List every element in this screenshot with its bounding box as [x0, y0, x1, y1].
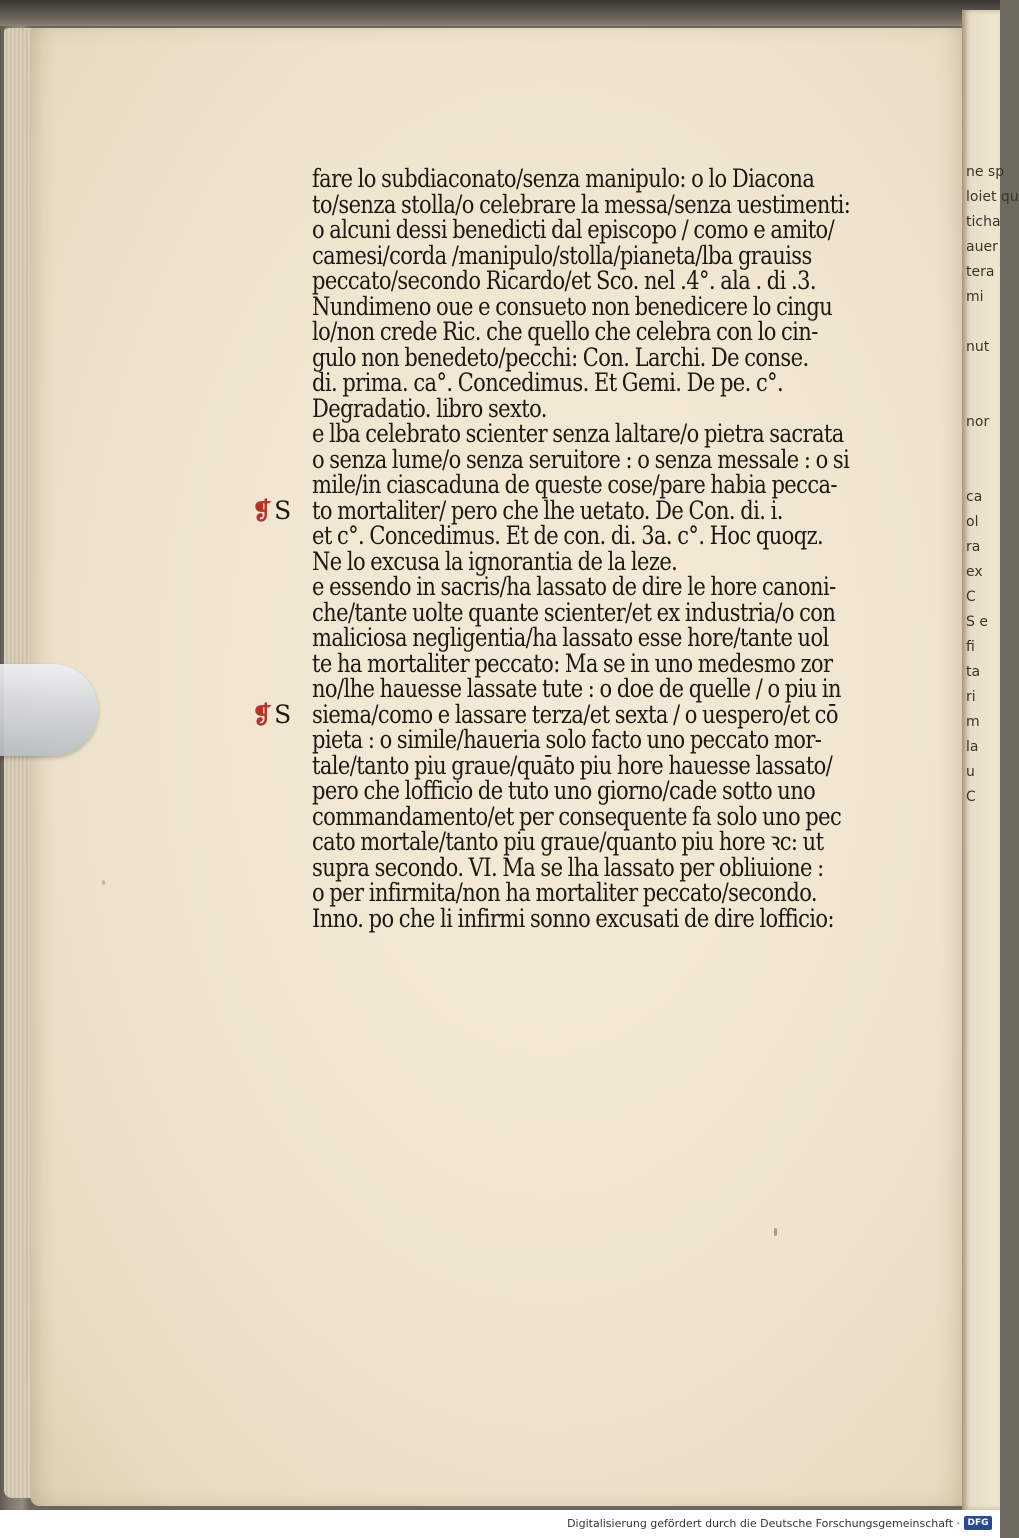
paragraph-mark	[252, 496, 291, 525]
facing-text-fragment	[966, 435, 1000, 460]
main-text-block	[312, 166, 912, 931]
text-line: et c°. Concedimus. Et de con. di. 3a. c°. Hoc quoqz.	[312, 521, 824, 550]
facing-text-fragment: fi	[966, 639, 975, 655]
text-line: o alcuni dessi benedicti dal episcopo / como e amito/	[312, 215, 835, 244]
facing-text-fragment: ne sp	[966, 164, 1005, 180]
book-top-edge	[0, 0, 1000, 26]
facing-text-fragment: ca	[966, 489, 983, 505]
facing-text-fragment	[966, 360, 1000, 385]
facing-text-fragment: loiet qu	[966, 189, 1019, 205]
paragraph-mark	[252, 700, 291, 729]
text-line: camesi/corda /manipulo/stolla/pianeta/lba grauiss	[312, 240, 812, 270]
page-clamp	[0, 664, 98, 756]
rubric-pilcrow-icon: ❡	[252, 700, 273, 729]
text-line: maliciosa negligentia/ha lassato esse hore/tante uol	[312, 623, 829, 652]
dfg-logo: DFG	[964, 1516, 992, 1530]
facing-text-fragment	[966, 385, 1000, 410]
text-line: no/lhe hauesse lassate tute : o doe de quelle / o piu in	[312, 674, 842, 703]
footer-bar	[0, 1510, 1000, 1538]
facing-text-fragment: u	[966, 764, 975, 780]
text-line: fare lo subdiaconato/senza manipulo: o lo Diacona	[312, 164, 815, 193]
initial-letter: S	[274, 496, 292, 525]
facing-text-fragment: C	[966, 589, 976, 605]
text-line: e lba celebrato scienter senza laltare/o pietra sacrata	[312, 419, 844, 448]
text-line: commandamento/et per consequente fa solo uno pec	[312, 801, 842, 831]
facing-text-fragment: ra	[966, 539, 981, 555]
text-line: gulo non benedeto/pecchi: Con. Larchi. De conse.	[312, 342, 809, 372]
text-line: Ne lo excusa la ignorantia de la leze.	[312, 546, 678, 576]
facing-text-fragment: nor	[966, 414, 990, 430]
facing-text-fragment: ol	[966, 514, 979, 530]
text-line: o senza lume/o senza seruitore : o senza messale : o si	[312, 444, 850, 474]
text-line: to/senza stolla/o celebrare la messa/senza uestimenti:	[312, 189, 851, 219]
text-line: o per infirmita/non ha mortaliter peccato/secondo.	[312, 878, 817, 907]
facing-page-text	[966, 160, 1019, 810]
facing-text-fragment: ri	[966, 689, 976, 705]
text-line: Degradatio. libro sexto.	[312, 393, 547, 423]
rubric-pilcrow-icon: ❡	[252, 496, 273, 525]
text-line: te ha mortaliter peccato: Ma se in uno medesmo zor	[312, 648, 833, 678]
text-line: cato mortale/tanto piu graue/quanto piu hore ꝛc: ut	[312, 827, 824, 856]
text-line: Inno. po che li infirmi sonno excusati de dire lofficio:	[312, 903, 834, 933]
facing-text-fragment: ticha	[966, 214, 1001, 230]
facing-text-fragment: auer	[966, 239, 998, 255]
facing-text-fragment: tera	[966, 264, 995, 280]
initial-letter: S	[274, 700, 292, 729]
text-line: che/tante uolte quante scienter/et ex industria/o con	[312, 597, 836, 627]
text-line: di. prima. ca°. Concedimus. Et Gemi. De pe. c°.	[312, 368, 784, 397]
text-line: lo/non crede Ric. che quello che celebra con lo cin-	[312, 317, 818, 346]
text-line: mile/in ciascaduna de queste cose/pare habia pecca-	[312, 470, 837, 499]
facing-text-fragment: ta	[966, 664, 981, 680]
facing-text-fragment: nut	[966, 339, 990, 355]
text-line: e essendo in sacris/ha lassato de dire le hore canoni-	[312, 572, 836, 601]
text-line: to mortaliter/ pero che lhe uetato. De Con. di. i.	[312, 495, 783, 525]
facing-text-fragment: C	[966, 789, 976, 805]
text-line: pero che lofficio de tuto uno giorno/cade sotto uno	[312, 776, 816, 805]
ink-speck	[774, 1228, 777, 1236]
facing-text-fragment	[966, 460, 1000, 485]
text-line: tale/tanto piu graue/quāto piu hore hauesse lassato/	[312, 750, 833, 780]
facing-text-fragment: mi	[966, 289, 984, 305]
facing-text-fragment: la	[966, 739, 979, 755]
text-line: Nundimeno oue e consueto non benedicere lo cingu	[312, 291, 833, 321]
facing-page-strip	[962, 10, 1019, 1510]
facing-text-fragment: ex	[966, 564, 983, 580]
text-line: peccato/secondo Ricardo/et Sco. nel .4°. ala . di .3.	[312, 266, 816, 295]
facing-text-fragment	[966, 310, 1000, 335]
facing-text-fragment: m	[966, 714, 980, 730]
text-line: siema/como e lassare terza/et sexta / o uespero/et cō	[312, 699, 838, 729]
text-line: supra secondo. VI. Ma se lha lassato per obliuione :	[312, 852, 824, 882]
text-line: pieta : o simile/haueria solo facto uno peccato mor-	[312, 725, 822, 754]
facing-text-fragment: S e	[966, 614, 988, 630]
funding-credit: Digitalisierung gefördert durch die Deutsche Forschungsgemeinschaft ·	[567, 1517, 960, 1530]
ink-speck	[102, 880, 105, 885]
